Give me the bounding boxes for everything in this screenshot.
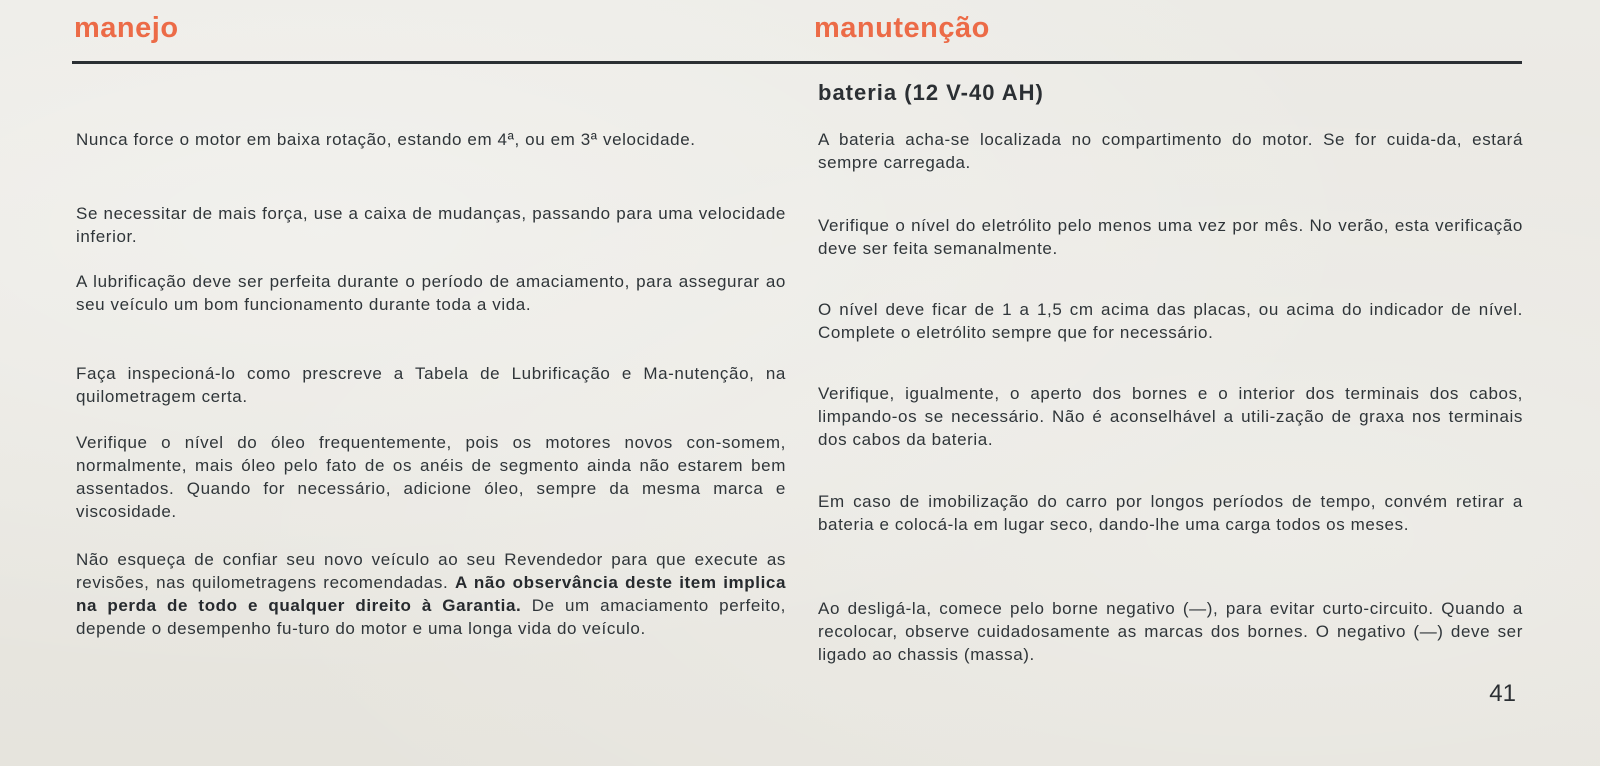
battery-subheading: bateria (12 V-40 AH) bbox=[818, 80, 1044, 105]
paragraph: Nunca force o motor em baixa rotação, estando em 4ª, ou em 3ª velocidade. bbox=[76, 130, 696, 149]
paragraph: A bateria acha-se localizada no compartimento do motor. Se for cuida-da, estará sempre carregada. bbox=[818, 130, 1523, 172]
section-title-manutencao: manutenção bbox=[814, 12, 990, 44]
warranty-paragraph bbox=[76, 548, 786, 640]
header-rule bbox=[72, 61, 1522, 64]
paragraph: Em caso de imobilização do carro por longos períodos de tempo, convém retirar a bateria e colocá-la em lugar seco, dando-lhe uma carga todos os meses. bbox=[818, 492, 1523, 534]
paragraph: Verifique o nível do eletrólito pelo menos uma vez por mês. No verão, esta verificação deve ser feita semanalmente. bbox=[818, 216, 1523, 258]
paragraph: Ao desligá-la, comece pelo borne negativo (—), para evitar curto-circuito. Quando a recolocar, observe cuidadosamente as marcas dos bornes. O negativo (—) deve ser ligado ao chassis (massa). bbox=[818, 599, 1523, 664]
paragraph-text: De um amaciamento perfeito, depende o desempenho fu-turo do motor e uma longa vida do veículo. bbox=[76, 596, 787, 638]
paragraph: Se necessitar de mais força, use a caixa de mudanças, passando para uma velocidade inferior. bbox=[76, 204, 786, 246]
paragraph: Faça inspecioná-lo como prescreve a Tabela de Lubrificação e Ma-nutenção, na quilometragem certa. bbox=[76, 364, 786, 406]
paragraph: Verifique o nível do óleo frequentemente, pois os motores novos con-somem, normalmente, mais óleo pelo fato de os anéis de segmento ainda não estarem bem assentados. Quando for necessário, adicione óleo, sempre da mesma marca e viscosidade. bbox=[76, 433, 786, 521]
section-title-manejo: manejo bbox=[74, 12, 179, 44]
paragraph-text: Não esqueça de confiar seu novo veículo ao seu Revendedor para que execute as revisões, nas quilometragens recomendadas. bbox=[76, 550, 786, 592]
page-number: 41 bbox=[1489, 680, 1516, 707]
paragraph: Verifique, igualmente, o aperto dos bornes e o interior dos terminais dos cabos, limpando-os se necessário. Não é aconselhável a utili-zação de graxa nos terminais dos cabos da bateria. bbox=[818, 384, 1523, 449]
warranty-warning: A não observância deste item implica na perda de todo e qualquer direito à Garantia. bbox=[76, 573, 787, 615]
paragraph: A lubrificação deve ser perfeita durante o período de amaciamento, para assegurar ao seu veículo um bom funcionamento durante toda a vida. bbox=[76, 272, 786, 314]
paragraph: O nível deve ficar de 1 a 1,5 cm acima das placas, ou acima do indicador de nível. Complete o eletrólito sempre que for necessário. bbox=[818, 300, 1523, 342]
